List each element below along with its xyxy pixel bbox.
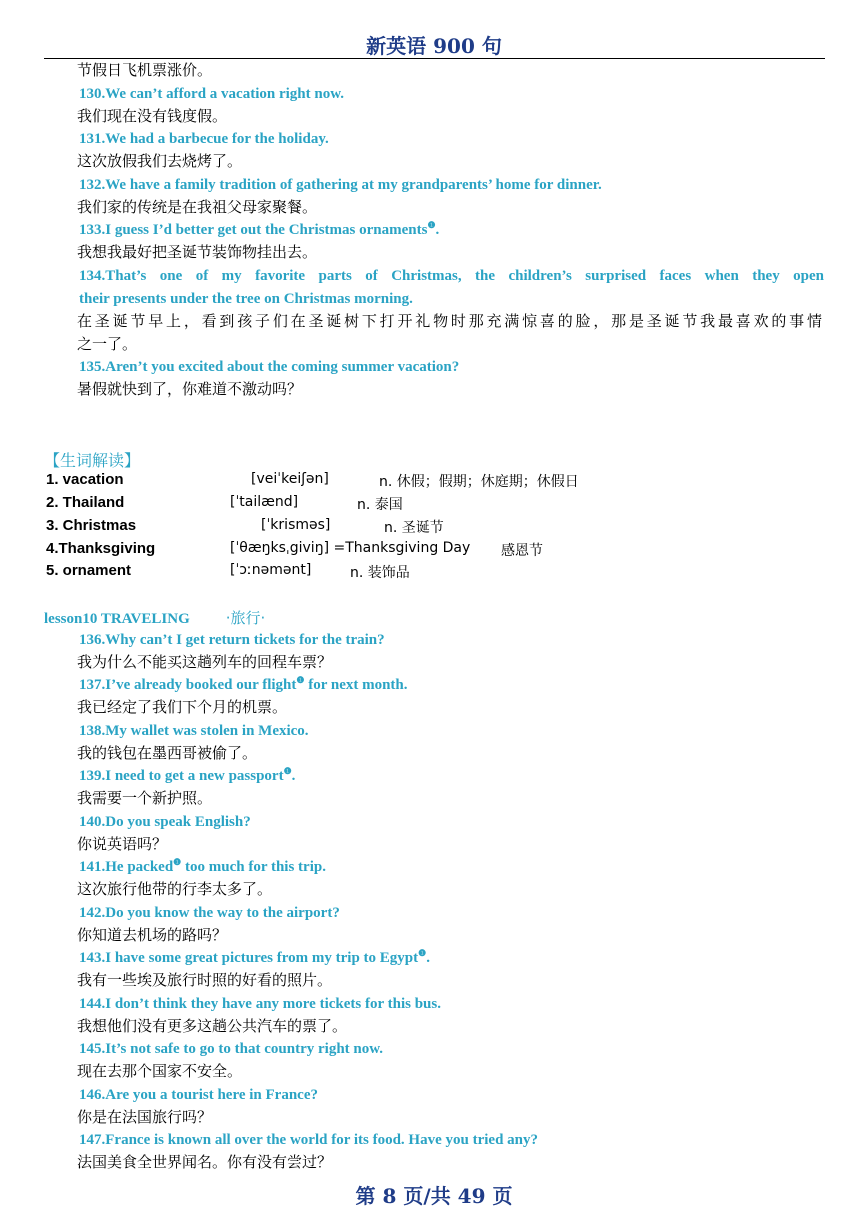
vocab-phonetic: [veiˈkeiʃən]	[251, 471, 329, 487]
en-sentence: 142.Do you know the way to the airport?	[79, 905, 340, 921]
vocab-meaning: n. 装饰品	[350, 565, 410, 581]
header-rule	[44, 58, 825, 59]
vocab-meaning: n. 圣诞节	[384, 520, 444, 536]
en-sentence: 131.We had a barbecue for the holiday.	[79, 131, 329, 147]
zh-line: 我为什么不能买这趟列车的回程车票？	[77, 653, 333, 671]
zh-line: 你说英语吗？	[77, 835, 168, 853]
zh-line: 我已经定了我们下个月的机票。	[77, 698, 288, 716]
vocab-word: 5. ornament	[46, 562, 132, 579]
zh-line: 我需要一个新护照。	[77, 789, 213, 807]
vocab-word: 3. Christmas	[46, 517, 137, 534]
footnote-marker: ❶	[418, 948, 427, 958]
page-footer: 第 8 页/共 49 页	[355, 1184, 513, 1208]
zh-line: 我们现在没有钱度假。	[77, 107, 228, 125]
footnote-marker: ❶	[283, 766, 292, 776]
lesson-label: lesson10 TRAVELING	[44, 611, 190, 627]
zh-line: 你是在法国旅行吗？	[77, 1108, 213, 1126]
en-sentence: 147.France is known all over the world for its food. Have you tried any?	[79, 1132, 539, 1148]
vocab-meaning: n. 泰国	[357, 497, 403, 513]
vocab-word: 4.Thanksgiving	[46, 540, 156, 557]
vocab-meaning: 感恩节	[501, 543, 543, 559]
zh-line: 节假日飞机票涨价。	[77, 61, 213, 79]
zh-line: 我们家的传统是在我祖父母家聚餐。	[77, 198, 318, 216]
zh-line: 我的钱包在墨西哥被偷了。	[77, 744, 258, 762]
zh-line: 现在去那个国家不安全。	[77, 1062, 243, 1080]
en-sentence-cont: their presents under the tree on Christmas morning.	[79, 291, 413, 307]
zh-line: 我有一些埃及旅行时照的好看的照片。	[77, 971, 333, 989]
zh-line: 你知道去机场的路吗？	[77, 926, 228, 944]
zh-line-cont: 之一了。	[77, 335, 138, 353]
vocab-section-title: 【生词解读】	[44, 451, 141, 470]
zh-line: 在圣诞节早上，看到孩子们在圣诞树下打开礼物时那充满惊喜的脸，那是圣诞节我最喜欢的事情	[77, 312, 822, 330]
zh-line: 我想我最好把圣诞节装饰物挂出去。	[77, 243, 318, 261]
vocab-phonetic: [ˈθæŋksˌgiviŋ] =Thanksgiving Day	[230, 540, 471, 556]
vocab-phonetic: [ˈtailænd]	[230, 494, 299, 510]
en-sentence: 134.That’s one of my favorite parts of Christmas, the children’s surprised faces when they open	[79, 268, 824, 284]
en-sentence: 139.I need to get a new passport$^❶$.	[79, 766, 296, 784]
footnote-marker: ❶	[427, 220, 436, 230]
zh-line: 法国美食全世界闻名。你有没有尝过？	[77, 1153, 333, 1171]
en-sentence: 144.I don’t think they have any more tickets for this bus.	[79, 996, 441, 1012]
footnote-marker: ❶	[173, 857, 182, 867]
en-sentence: 132.We have a family tradition of gathering at my grandparents’ home for dinner.	[79, 177, 602, 193]
en-sentence: 141.He packed$^❶$ too much for this trip.	[79, 857, 326, 875]
vocab-word: 1. vacation	[46, 471, 124, 488]
zh-line: 暑假就快到了，你难道不激动吗？	[77, 380, 303, 398]
vocab-word: 2. Thailand	[46, 494, 125, 511]
en-sentence: 140.Do you speak English?	[79, 814, 251, 830]
en-sentence: 133.I guess I’d better get out the Christmas ornaments$^❶$.	[79, 220, 440, 238]
en-sentence: 137.I’ve already booked our flight$^❶$ for next month.	[79, 675, 408, 693]
lesson-heading	[44, 607, 265, 628]
vocab-phonetic: [ˈkrisməs]	[261, 517, 331, 533]
en-sentence: 135.Aren’t you excited about the coming summer vacation?	[79, 359, 460, 375]
zh-line: 我想他们没有更多这趟公共汽车的票了。	[77, 1017, 348, 1035]
en-sentence: 143.I have some great pictures from my trip to Egypt$^❶$.	[79, 948, 430, 966]
zh-line: 这次放假我们去烧烤了。	[77, 152, 243, 170]
vocab-meaning: n. 休假；假期；休庭期；休假日	[379, 474, 579, 490]
vocab-phonetic: [ˈɔːnəmənt]	[230, 562, 312, 578]
en-sentence: 145.It’s not safe to go to that country right now.	[79, 1041, 384, 1057]
en-sentence: 146.Are you a tourist here in France?	[79, 1087, 318, 1103]
en-sentence: 138.My wallet was stolen in Mexico.	[79, 723, 309, 739]
en-sentence: 136.Why can’t I get return tickets for the train?	[79, 632, 385, 648]
page-header: 新英语 900 句	[366, 34, 502, 58]
footnote-marker: ❶	[296, 675, 305, 685]
en-sentence: 130.We can’t afford a vacation right now.	[79, 86, 344, 102]
zh-line: 这次旅行他带的行李太多了。	[77, 880, 273, 898]
lesson-subtitle: ·旅行·	[225, 609, 266, 627]
